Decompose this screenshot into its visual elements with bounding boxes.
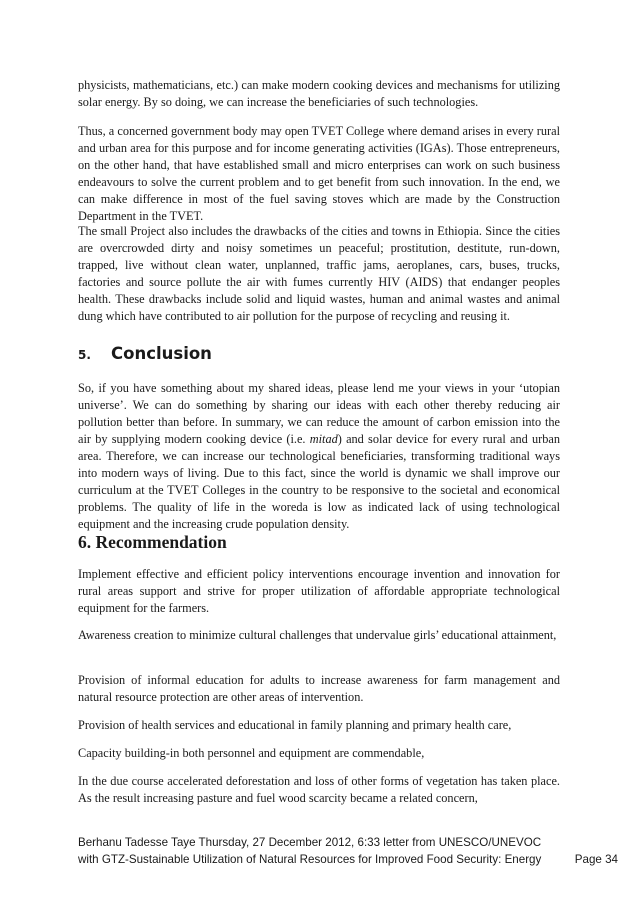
paragraph-awareness (78, 627, 560, 644)
paragraph-text: Capacity building-in both personnel and equipment are commendable, (78, 746, 425, 760)
paragraph-text: In the due course accelerated deforestation and loss of other forms of vegetation has taken place. As the result increasing pasture and fuel wood scarcity became a related concern, (78, 774, 560, 805)
paragraph-health-services (78, 717, 560, 734)
paragraph-conclusion (78, 380, 560, 533)
heading-title: Conclusion (111, 344, 212, 363)
heading-recommendation: 6. Recommendation (78, 532, 227, 552)
paragraph-city-drawbacks (78, 223, 560, 325)
paragraph-deforestation (78, 773, 560, 807)
paragraph-policy (78, 566, 560, 617)
paragraph-text: Provision of informal education for adults to increase awareness for farm management and natural resource protection are other areas of intervention. (78, 673, 560, 704)
footer-line-1: Berhanu Tadesse Taye Thursday, 27 December 2012, 6:33 letter from UNESCO/UNEVOC (78, 836, 542, 849)
paragraph-informal-education (78, 672, 560, 706)
page-footer (78, 835, 618, 868)
paragraph-text: physicists, mathematicians, etc.) can make modern cooking devices and mechanisms for utilizing solar energy. By so doing, we can increase the beneficiaries of such technologies. (78, 78, 560, 109)
heading-number: 5. (78, 348, 91, 362)
paragraph-text: The small Project also includes the drawbacks of the cities and towns in Ethiopia. Since the cities are overcrowded dirty and noisy sometimes un peaceful; prostitution, destitute, run-down, trapped, live without clean water, unplanned, traffic jams, aeroplanes, cars, buses, trucks, factories and source pollute the air with fumes currently HIV (AIDS) that endanger peoples health. These drawbacks include solid and liquid wastes, human and animal wastes and animal dung which have contributed to air pollution for the purpose of recycling and reusing it. (78, 224, 560, 323)
paragraph-tvet-college (78, 123, 560, 225)
paragraph-text: Implement effective and efficient policy interventions encourage invention and innovation for rural areas support and strive for proper utilization of affordable appropriate technological equipment for the farmers. (78, 567, 560, 615)
paragraph-text: Provision of health services and educational in family planning and primary health care, (78, 718, 512, 732)
footer-line-2: with GTZ-Sustainable Utilization of Natural Resources for Improved Food Security: Energy (78, 852, 542, 866)
page-number: Page 34 (574, 852, 618, 866)
heading-conclusion (78, 344, 560, 363)
paragraph-text: Thus, a concerned government body may open TVET College where demand arises in every rural and urban area for this purpose and for income generating activities (IGAs). Those entrepreneurs, on the other hand, that have established small and micro enterprises can work on such business endeavours to solve the current problem and to get benefit from such innovation. In the end, we can make difference in most of the fuel saving stoves which are made by the Construction Department in the TVET. (78, 124, 560, 223)
text-segment: So, if you have something about my shared ideas, please lend me your views in your ‘utopian universe’. We can do something by sharing our ideas with each other thereby reducing air pollution better than before. In summary, we can reduce the amount of carbon emission into the air by supplying modern cooking device (i.e. (78, 381, 560, 446)
paragraph-text: Awareness creation to minimize cultural challenges that undervalue girls’ educational attainment, (78, 628, 557, 642)
paragraph-text (78, 380, 560, 533)
text-segment: ) and solar device for every rural and urban area. Therefore, we can increase our technological beneficiaries, transforming traditional ways into modern ways of living. Due to this fact, since the world is dynamic we shall improve our curriculum at the TVET Colleges in the country to be responsive to the societal and economical problems. The quality of life in the woreda is low as indicated lack of using technological equipment and the increasing crude population density. (78, 432, 560, 531)
paragraph-capacity-building (78, 745, 560, 762)
italic-term: mitad (309, 432, 338, 446)
paragraph-solar-energy (78, 77, 560, 111)
